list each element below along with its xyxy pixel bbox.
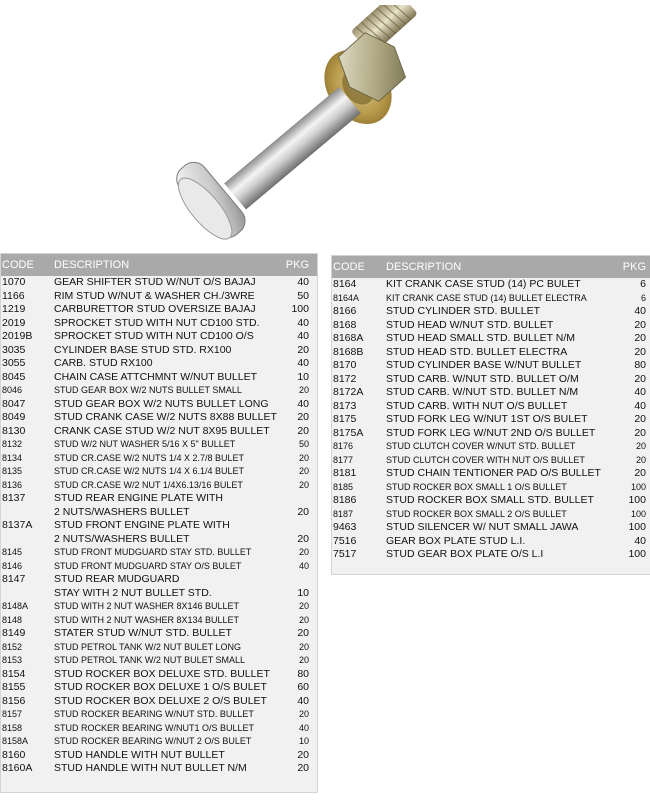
table-row [1,762,317,776]
row-pkg: 20 [297,424,309,437]
row-pkg: 20 [298,655,309,665]
table-header [332,256,650,278]
table-row [332,359,650,373]
header-pkg: PKG [622,261,646,273]
row-code: 8172 [333,372,357,385]
row-description: CHAIN CASE ATTCHMNT W/NUT BULLET [54,370,258,383]
table-row [332,373,650,387]
table-row [1,654,317,668]
row-pkg: 40 [634,386,646,398]
product-photo [150,5,450,245]
row-pkg: 60 [297,681,309,693]
row-pkg: 40 [297,316,309,329]
row-description: SPROCKET STUD WITH NUT CD100 O/S [54,330,254,342]
row-pkg: 40 [297,357,309,369]
table-header [1,254,317,276]
row-pkg: 40 [634,399,646,412]
row-description: STUD CHAIN TENTIONER PAD O/S BULLET [386,467,601,479]
row-description: STUD ROCKER BEARING W/NUT1 O/S BULLET [54,722,255,733]
row-description: STUD HEAD STD. BULLET ELECTRA [386,345,568,358]
table-row [332,548,650,562]
row-pkg: 20 [634,318,646,331]
table-row [1,303,317,317]
row-description: STUD CLUTCH COVER W/NUT STD. BULLET [386,441,576,451]
row-code: 8145 [2,547,23,557]
table-row [332,413,650,427]
table-row [1,735,317,749]
table-row [1,276,317,290]
row-description: STUD CYLINDER BASE W/NUT BULLET [386,359,582,371]
row-pkg: 40 [298,722,309,733]
row-description: STUD GEAR BOX W/2 NUTS BULLET SMALL [54,385,242,395]
row-description: STUD CR.CASE W/2 NUT 1/4X6.13/16 BULET [54,479,243,490]
row-pkg: 20 [298,641,309,652]
row-code: 8181 [333,467,357,479]
table-body [1,276,317,776]
row-description: STUD SILENCER W/ NUT SMALL JAWA [386,521,579,533]
row-code: 7516 [333,534,357,547]
row-description: STUD HEAD SMALL STD. BULLET N/M [386,332,576,344]
row-pkg: 20 [297,532,309,545]
row-pkg: 20 [634,345,646,358]
row-code: 8185 [333,481,354,492]
table-row [1,290,317,304]
table-row [332,305,650,319]
row-description: STUD FRONT MUDGUARD STAY O/S BULET [54,560,242,571]
header-pkg: PKG [285,259,309,271]
row-description: STUD HANDLE WITH NUT BULLET [54,748,225,761]
table-row [332,454,650,468]
table-row [332,319,650,333]
row-pkg: 20 [634,426,646,439]
table-row [1,479,317,493]
table-row [332,535,650,549]
row-description: STUD ROCKER BOX SMALL STD. BULLET [386,494,594,506]
row-description: STUD CR.CASE W/2 NUTS 1/4 X 6.1/4 BULET [54,466,245,476]
row-code: 1219 [2,303,26,315]
row-code: 8157 [2,709,23,719]
row-pkg: 10 [297,370,309,383]
table-row [1,641,317,655]
table-row [332,346,650,360]
table-row [332,292,650,306]
stud-bolt-image [150,5,450,245]
row-code: 8148A [2,601,29,611]
row-code: 2019 [2,316,26,329]
table-row [332,467,650,481]
row-code: 8134 [2,452,23,463]
row-pkg: 50 [297,289,309,302]
row-code: 8137 [2,492,26,504]
table-row [1,438,317,452]
row-pkg: 20 [634,413,646,425]
row-pkg: 20 [297,505,309,518]
row-description: STUD FRONT ENGINE PLATE WITH [54,519,230,531]
row-code: 8148 [2,614,23,625]
row-pkg: 20 [634,332,646,344]
row-pkg: 100 [630,508,646,519]
row-pkg: 40 [297,276,309,288]
row-code: 8047 [2,397,26,410]
row-pkg: 20 [297,411,309,423]
table-row [1,695,317,709]
row-code: 9463 [333,521,357,533]
row-pkg: 20 [298,385,309,395]
table-row [1,344,317,358]
row-pkg: 40 [634,305,646,317]
row-code: 8175 [333,413,357,425]
row-description: 2 NUTS/WASHERS BULLET [54,505,190,518]
row-pkg: 40 [298,560,309,571]
row-code: 8156 [2,694,26,707]
row-code: 8130 [2,424,26,437]
row-description: STUD FORK LEG W/NUT 2ND O/S BULLET [386,426,596,439]
row-code: 8170 [333,359,357,371]
header-code: CODE [2,259,34,271]
row-description: STUD ROCKER BOX DELUXE 2 O/S BULET [54,694,267,707]
row-description: STUD ROCKER BEARING W/NUT 2 O/S BULET [54,736,252,746]
row-description: STUD REAR ENGINE PLATE WITH [54,492,223,504]
row-description: STUD FRONT MUDGUARD STAY STD. BULLET [54,547,252,557]
row-pkg: 10 [297,586,309,599]
table-row [1,411,317,425]
parts-table-left [0,253,318,793]
row-pkg: 100 [628,548,646,560]
header-code: CODE [333,261,365,273]
row-pkg: 80 [297,667,309,680]
table-row [1,708,317,722]
row-description: 2 NUTS/WASHERS BULLET [54,532,190,545]
row-code: 8176 [333,441,354,451]
row-code: 8152 [2,641,23,652]
row-code: 8153 [2,655,23,665]
table-row [1,600,317,614]
row-pkg: 20 [635,441,646,451]
row-pkg: 20 [298,452,309,463]
row-code: 8164A [333,292,360,303]
row-code: 8187 [333,508,354,519]
row-pkg: 20 [298,466,309,476]
table-row [1,452,317,466]
row-pkg: 6 [640,292,646,303]
row-description: STUD PETROL TANK W/2 NUT BULET SMALL [54,655,246,665]
row-description: STUD HANDLE WITH NUT BULLET N/M [54,762,247,774]
row-code: 8132 [2,439,23,449]
table-row [1,546,317,560]
row-pkg: 100 [628,494,646,506]
table-body [332,278,650,562]
row-description: STUD GEAR BOX PLATE O/S L.I [386,548,544,560]
row-description: STUD ROCKER BOX DELUXE 1 O/S BULET [54,681,267,693]
row-description: STUD WITH 2 NUT WASHER 8X134 BULLET [54,614,240,625]
row-pkg: 40 [297,330,309,342]
table-row [1,587,317,601]
row-description: STUD CARB. WITH NUT O/S BULLET [386,399,568,412]
table-row [1,492,317,506]
table-row [1,519,317,533]
row-description: STUD CARB. W/NUT STD. BULLET N/M [386,386,579,398]
row-pkg: 20 [298,614,309,625]
row-description: SPROCKET STUD WITH NUT CD100 STD. [54,316,260,329]
table-row [1,425,317,439]
row-description: CYLINDER BASE STUD STD. RX100 [54,343,232,356]
table-row [1,560,317,574]
row-pkg: 20 [634,372,646,385]
row-pkg: 20 [297,748,309,761]
row-description: STUD GEAR BOX W/2 NUTS BULLET LONG [54,397,269,410]
row-code: 8166 [333,305,357,317]
row-description: STAY WITH 2 NUT BULLET STD. [54,586,212,599]
row-pkg: 40 [634,534,646,547]
table-row [1,533,317,547]
table-row [332,494,650,508]
row-description: CARB. STUD RX100 [54,357,153,369]
row-code: 8168 [333,318,357,331]
row-code: 8168B [333,345,364,358]
row-pkg: 20 [297,343,309,356]
row-code: 8147 [2,573,26,585]
row-code: 8149 [2,627,26,639]
row-pkg: 100 [291,303,309,315]
row-description: STUD CLUTCH COVER WITH NUT O/S BULLET [386,454,585,465]
row-code: 8135 [2,466,23,476]
row-pkg: 40 [297,694,309,707]
row-pkg: 100 [628,521,646,533]
row-code: 8177 [333,454,354,465]
table-row [332,386,650,400]
row-description: STUD ROCKER BOX SMALL 1 O/S BULLET [386,481,567,492]
row-description: STUD PETROL TANK W/2 NUT BULET LONG [54,641,242,652]
row-code: 8154 [2,667,26,680]
row-description: GEAR SHIFTER STUD W/NUT O/S BAJAJ [54,276,256,288]
row-code: 8186 [333,494,357,506]
row-code: 8173 [333,399,357,412]
header-description: DESCRIPTION [54,259,130,271]
table-row [1,317,317,331]
row-code: 8160 [2,748,26,761]
row-code: 8158A [2,736,29,746]
row-pkg: 20 [297,762,309,774]
row-code: 8146 [2,560,23,571]
table-row [1,357,317,371]
row-code: 8172A [333,386,364,398]
row-pkg: 20 [298,547,309,557]
row-pkg: 100 [630,481,646,492]
row-description: STUD ROCKER BOX SMALL 2 O/S BULLET [386,508,567,519]
row-code: 8046 [2,385,23,395]
row-pkg: 50 [298,439,309,449]
row-code: 8049 [2,411,26,423]
row-code: 8155 [2,681,26,693]
row-description: KIT CRANK CASE STUD (14) BULLET ELECTRA [386,292,587,303]
header-description: DESCRIPTION [386,261,462,273]
table-row [332,508,650,522]
row-pkg: 40 [297,397,309,410]
row-description: STUD REAR MUDGUARD [54,573,180,585]
row-description: CRANK CASE STUD W/2 NUT 8X95 BULLET [54,424,270,437]
table-row [332,481,650,495]
table-row [332,278,650,292]
row-pkg: 6 [640,278,646,290]
table-row [332,521,650,535]
row-description: STUD CARB. W/NUT STD. BULLET O/M [386,372,579,385]
row-code: 1070 [2,276,26,288]
row-code: 8175A [333,426,364,439]
row-description: CARBURETTOR STUD OVERSIZE BAJAJ [54,303,256,315]
table-row [1,668,317,682]
row-code: 8160A [2,762,33,774]
table-row [1,465,317,479]
row-description: KIT CRANK CASE STUD (14) PC BULET [386,278,581,290]
row-pkg: 20 [634,467,646,479]
row-pkg: 10 [298,736,309,746]
row-description: STUD CRANK CASE W/2 NUTS 8X88 BULLET [54,411,277,423]
row-description: STUD WITH 2 NUT WASHER 8X146 BULLET [54,601,240,611]
row-code: 3055 [2,357,26,369]
table-row [1,627,317,641]
row-code: 2019B [2,330,33,342]
row-code: 3035 [2,343,26,356]
row-pkg: 80 [634,359,646,371]
table-row [1,398,317,412]
row-pkg: 20 [297,627,309,639]
row-description: STUD ROCKER BOX DELUXE STD. BULLET [54,667,270,680]
table-row [1,749,317,763]
table-row [332,440,650,454]
row-code: 8137A [2,519,33,531]
table-row [1,371,317,385]
row-code: 8136 [2,479,23,490]
parts-table-right [331,255,650,575]
row-pkg: 20 [298,479,309,490]
row-description: STUD HEAD W/NUT STD. BULLET [386,318,554,331]
row-pkg: 20 [298,709,309,719]
row-code: 1166 [2,289,25,302]
row-description: STUD FORK LEG W/NUT 1ST O/S BULET [386,413,588,425]
table-row [1,506,317,520]
table-row [332,427,650,441]
row-pkg: 20 [298,601,309,611]
table-row [1,614,317,628]
row-description: STUD W/2 NUT WASHER 5/16 X 5" BULLET [54,439,236,449]
row-description: STUD CYLINDER STD. BULLET [386,305,541,317]
row-code: 8045 [2,370,26,383]
table-row [1,573,317,587]
table-row [1,681,317,695]
table-row [1,384,317,398]
row-description: STATER STUD W/NUT STD. BULLET [54,627,232,639]
table-row [1,330,317,344]
row-pkg: 20 [635,454,646,465]
row-description: RIM STUD W/NUT & WASHER CH./3WRE [54,289,255,302]
row-description: GEAR BOX PLATE STUD L.I. [386,534,526,547]
table-row [332,332,650,346]
row-code: 8158 [2,722,23,733]
row-code: 8168A [333,332,364,344]
table-row [1,722,317,736]
row-code: 7517 [333,548,357,560]
table-row [332,400,650,414]
row-code: 8164 [333,278,357,290]
row-description: STUD CR.CASE W/2 NUTS 1/4 X 2.7/8 BULET [54,452,245,463]
row-description: STUD ROCKER BEARING W/NUT STD. BULLET [54,709,254,719]
